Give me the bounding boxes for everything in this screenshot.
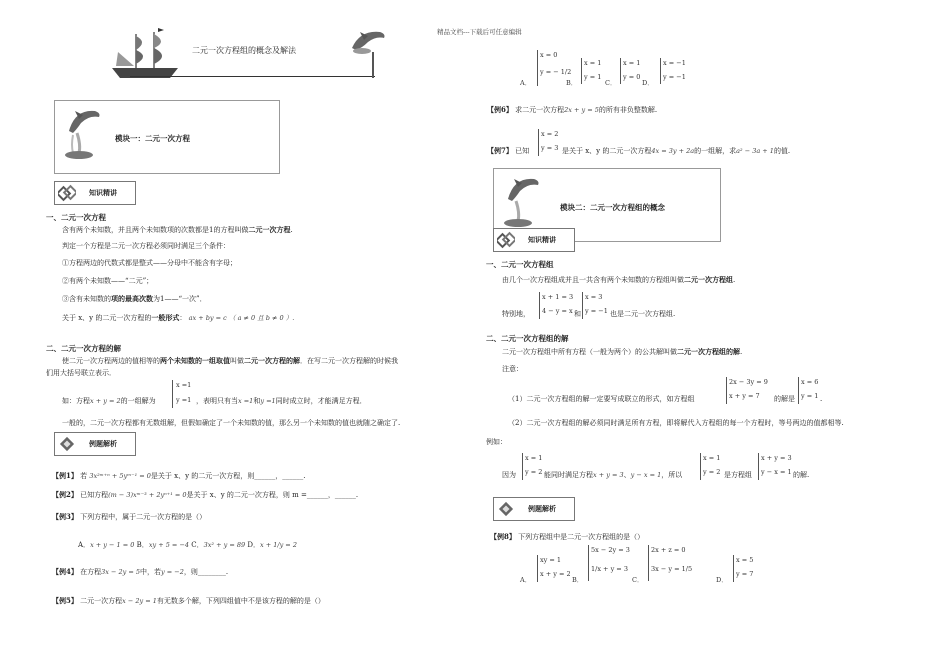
left-s1-gen-math: ax + by = c xyxy=(188,314,227,322)
right-s2-eg-brace2 xyxy=(700,453,701,480)
left-s2-ex-eq: x + y = 2 xyxy=(90,397,121,405)
knowledge-tag-1-label: 知识精讲 xyxy=(89,188,117,197)
ex8-b2: 1/x + y = 3 xyxy=(591,565,628,573)
ex8-d-brace xyxy=(733,555,734,582)
left-s1-judge: 判定一个方程是二元一次方程必须同时满足三个条件： xyxy=(62,242,230,250)
right-s2-n2: （2）二元一次方程组的解必须同时满足所有方程，即将解代入方程组的每一个方程时，等号两边的值都相等. xyxy=(508,419,844,427)
right-s1-ex-brace1 xyxy=(539,292,540,319)
ex8-d2: y = 7 xyxy=(736,570,754,578)
left-s1-def-post: . xyxy=(290,226,293,234)
ex6-post: 的所有非负整数解. xyxy=(598,106,658,114)
ex3-b: B． xyxy=(136,541,149,549)
right-s1-title: 一、二元一次方程组 xyxy=(486,260,554,269)
right-s2-l1-term: 二元一次方程组的解 xyxy=(677,347,740,356)
left-s2-ex-and: 和 xyxy=(253,397,261,405)
ex1-pre: 若 xyxy=(80,472,88,480)
examples-tag-1 xyxy=(54,432,136,456)
right-s1-ex-post: 也是二元一次方程组. xyxy=(610,310,676,318)
ex3-b-eq: xy + 5 = −4 xyxy=(148,541,190,549)
left-s1-cond3-pre: ③含有未知数的 xyxy=(62,295,111,303)
right-s2-n1-t2: y = 1 xyxy=(801,392,819,400)
left-s2-l1-term2: 二元一次方程的解 xyxy=(244,356,300,365)
ex7-s1: x = 2 xyxy=(541,130,559,138)
right-s2-eg-e1: x + y = 3 xyxy=(593,471,624,479)
ex5-c2: y = 0 xyxy=(623,73,641,81)
right-s1-l1-post: . xyxy=(733,276,736,284)
left-s2-ex-tail xyxy=(196,396,367,406)
ex5-c-brace xyxy=(620,58,621,84)
ex7-mid: 是关于 x、y 的二元一次方程 xyxy=(562,147,652,155)
left-s2-ex-y: y =1 xyxy=(260,397,276,405)
ex4-eq: 3x − 2y = 5 xyxy=(101,568,141,576)
ex5-c1: x = 1 xyxy=(623,59,641,67)
ex8-a1: xy = 1 xyxy=(540,556,562,564)
ex8-opt-c: C． xyxy=(632,576,644,584)
left-s2-ex-mid: 的一组解为 xyxy=(120,397,156,405)
right-s2-eg-mid-row: 能同时满足方程x + y = 3、y − x = 1，所以 xyxy=(544,471,683,479)
ex5-eq: x − 2y = 1 xyxy=(122,597,157,605)
ex8-opt-a: A． xyxy=(520,576,532,584)
ex7-pre: 已知 xyxy=(515,147,530,155)
ex1 xyxy=(52,471,306,481)
ex8-label: 【例8】 xyxy=(490,532,516,541)
dolphin-fountain-icon xyxy=(61,105,105,161)
left-s2-line4: 一般的，二元一次方程都有无数组解，但假如确定了一个未知数的值，那么另一个未知数的值也就随之确定了. xyxy=(62,419,401,427)
dolphin-illustration xyxy=(350,26,388,56)
ex2-eq: (m − 3)xᵐ⁻³ + 2yⁿ⁺¹ = 0 xyxy=(108,491,187,499)
ex5-a-brace xyxy=(537,50,538,86)
right-s2-eg-u2: y − x = 1 xyxy=(761,468,792,476)
left-s2-ex-brace xyxy=(172,380,173,408)
ex2-label: 【例2】 xyxy=(52,490,78,499)
ex1-label: 【例1】 xyxy=(52,471,78,480)
ex5-post: 有无数多个解，下列四组值中不是该方程的解的是（） xyxy=(156,597,325,605)
ex3-a-eq: x + y − 1 = 0 xyxy=(90,541,135,549)
ex5-label: 【例5】 xyxy=(52,596,78,605)
right-s1-ex-s2: 4 − y = x xyxy=(542,307,573,315)
left-s1-cond3-post: 为1——“一次”． xyxy=(153,295,207,303)
ex3 xyxy=(52,512,206,522)
knowledge-tag-1 xyxy=(54,181,136,205)
ex5-d-brace xyxy=(660,58,661,84)
left-s2-ex-post1: ，表明只有当 xyxy=(196,397,238,405)
ex7-label: 【例7】 xyxy=(487,146,513,155)
right-s2-n1-t1: x = 6 xyxy=(801,378,819,386)
ex3-c: C． xyxy=(191,541,204,549)
page-title: 二元一次方程组的概念及解法 xyxy=(192,46,296,55)
ex3-c-eq: 3x² + y = 89 xyxy=(203,541,246,549)
right-s2-eg: 例如： xyxy=(486,438,507,446)
ex4 xyxy=(52,567,228,577)
ex8-opt-b: B． xyxy=(572,576,584,584)
ex3-text: 下列方程中，属于二元一次方程的是（） xyxy=(80,513,207,521)
ex6-label: 【例6】 xyxy=(487,105,513,114)
left-s1-cond3 xyxy=(62,294,207,304)
ex5-d2: y = −1 xyxy=(663,73,686,81)
right-s2-l1-pre: 二元一次方程组中所有方程（一般为两个）的公共解叫做 xyxy=(502,348,677,356)
left-s2-line1 xyxy=(62,356,398,366)
ex7-mid2: 的一组解，求 xyxy=(694,147,737,155)
diamond-icon-2 xyxy=(497,500,515,518)
title-underline xyxy=(130,76,375,77)
ex7-tail xyxy=(562,146,790,156)
right-s1-ex-pre: 特别地， xyxy=(502,310,530,318)
left-s2-l1-pre: 使二元一次方程两边的值相等的 xyxy=(62,357,160,365)
right-s2-n1-post: . xyxy=(820,395,823,403)
ex2 xyxy=(52,490,358,500)
right-s2-title: 二、二元一次方程组的解 xyxy=(486,334,569,343)
right-s2-eg-mid2: ，所以 xyxy=(661,471,683,479)
ex5-opt-a: A． xyxy=(520,79,532,87)
ex3-d-eq: x + 1/y = 2 xyxy=(260,541,297,549)
ex1-post: 是关于 x、y 的二元一次方程，则______，______. xyxy=(150,472,306,480)
right-s2-line1 xyxy=(502,347,742,357)
knowledge-tag-2-label: 知识精讲 xyxy=(528,235,556,244)
ex5-b1: x = 1 xyxy=(584,59,602,67)
left-s2-line2: 们用大括号联立表示． xyxy=(46,369,116,377)
page-header: 精品文档---下载后可任意编辑 xyxy=(437,28,522,36)
left-s1-gen-term: 一般形式 xyxy=(151,313,180,322)
ex3-a: A． xyxy=(78,541,91,549)
left-s2-ex-pre: 如：方程 xyxy=(62,397,90,405)
right-s2-eg-u1: x + y = 3 xyxy=(761,454,792,462)
ex8 xyxy=(490,532,644,542)
ex8-c2: 3x − y = 1/5 xyxy=(651,565,693,573)
module1-title: 模块一：二元一次方程 xyxy=(115,134,190,143)
ex5-b2: y = 1 xyxy=(584,73,602,81)
left-s2-ex-sys2: y =1 xyxy=(176,396,192,404)
right-s1-line1 xyxy=(502,275,735,285)
left-s1-cond3-term: 项的最高次数 xyxy=(111,294,153,303)
right-s1-ex-s1: x + 1 = 3 xyxy=(542,293,574,301)
right-s2-eg-t1: x = 1 xyxy=(703,454,721,462)
ex8-opt-d: D． xyxy=(716,576,728,584)
title-vertical-stroke xyxy=(372,52,374,78)
ex3-options xyxy=(78,540,297,550)
ex2-pre: 已知方程 xyxy=(80,491,109,499)
right-s2-eg-brace3 xyxy=(758,453,759,480)
dolphin-fountain-icon-2 xyxy=(500,173,544,229)
right-s2-n1-s1: 2x − 3y = 9 xyxy=(729,378,768,386)
ex8-a-brace xyxy=(537,555,538,582)
right-s2-n1-pre: （1）二元一次方程组的解一定要写成联立的形式，如方程组 xyxy=(508,395,695,403)
left-s2-l1-post: ．在写二元一次方程解的时候我 xyxy=(300,357,398,365)
right-s1-l1-term: 二元一次方程组 xyxy=(684,275,733,284)
right-s2-eg-s2: y = 2 xyxy=(525,468,543,476)
ex4-label: 【例4】 xyxy=(52,567,78,576)
right-s2-n1-brace2 xyxy=(798,377,799,404)
ex8-d1: x = 5 xyxy=(736,556,754,564)
ex5-pre: 二元一次方程 xyxy=(80,597,123,605)
knowledge-tag-2 xyxy=(493,228,575,252)
right-s1-ex-t2: y = −1 xyxy=(585,307,608,315)
ex7-s2: y = 3 xyxy=(541,144,559,152)
right-s1-ex-and: 和 xyxy=(574,310,581,318)
ex8-b1: 5x − 2y = 3 xyxy=(591,546,630,554)
left-s2-title: 二、二元一次方程的解 xyxy=(46,344,121,353)
module2-title: 模块二：二元一次方程组的概念 xyxy=(560,203,665,212)
right-s2-eg-e2: y − x = 1 xyxy=(630,471,662,479)
left-s1-cond1: ①方程两边的代数式都是整式——分母中不能含有字母； xyxy=(62,259,237,267)
ex7-eq: 4x = 3y + 2a xyxy=(651,147,695,155)
ex8-a2: x + y = 2 xyxy=(540,570,571,578)
ex4-mid: 中，若 xyxy=(140,568,162,576)
ex7-post: 的值. xyxy=(773,147,791,155)
right-s2-l1-post: . xyxy=(740,348,743,356)
ex6-pre: 求二元一次方程 xyxy=(515,106,565,114)
right-s2-eg-brace1 xyxy=(522,453,523,480)
left-s2-example xyxy=(62,396,156,406)
right-s1-l1-pre: 由几个一次方程组成并且一共含有两个未知数的方程组叫做 xyxy=(502,276,684,284)
left-s1-def-pre: 含有两个未知数，并且两个未知数项的次数都是1的方程叫做 xyxy=(62,226,249,234)
left-s2-ex-x: x =1 xyxy=(238,397,254,405)
left-s1-title: 一、二元一次方程 xyxy=(46,213,106,222)
left-s1-cond2: ②有两个未知数——“二元”； xyxy=(62,277,154,285)
ex5-b-brace xyxy=(581,58,582,84)
ex8-c1: 2x + z = 0 xyxy=(651,546,686,554)
ex5-opt-d: D． xyxy=(642,79,654,87)
module1-box xyxy=(54,100,280,174)
right-s1-ex-t1: x = 3 xyxy=(585,293,603,301)
ex3-label: 【例3】 xyxy=(52,512,78,521)
left-s1-gen-post: ： xyxy=(179,314,187,322)
ex7-label-row xyxy=(487,146,529,156)
left-s2-l1-mid: 叫做 xyxy=(230,357,244,365)
ex3-d: D． xyxy=(247,541,260,549)
examples-tag-2-label: 例题解析 xyxy=(528,504,556,513)
ship-illustration xyxy=(108,28,186,80)
ex8-b-brace xyxy=(588,545,589,581)
ex4-post: ，则________. xyxy=(183,568,229,576)
ex5-a2: y = − 1/2 xyxy=(540,68,572,76)
chain-link-icon xyxy=(58,184,76,202)
right-s2-n1-mid: 的解是 xyxy=(774,395,795,403)
left-s2-l1-term1: 两个未知数的一组取值 xyxy=(160,356,230,365)
left-s2-ex-sys1: x =1 xyxy=(176,381,192,389)
ex8-c-brace xyxy=(648,545,649,581)
ex5-d1: x = −1 xyxy=(663,59,686,67)
right-s2-eg-post: 的解. xyxy=(793,471,810,479)
ex5-opt-c: C． xyxy=(605,79,617,87)
ex6 xyxy=(487,105,657,115)
right-s2-eg-mid: 能同时满足方程 xyxy=(544,471,593,479)
ex6-eq: 2x + y = 5 xyxy=(564,106,599,114)
ex7-expr: a² − 3a + 1 xyxy=(736,147,774,155)
examples-tag-1-label: 例题解析 xyxy=(89,439,117,448)
ex7-brace xyxy=(538,129,539,156)
right-s2-n1-s2: x + y = 7 xyxy=(729,392,760,400)
left-s1-gen-cond: （ a ≠ 0 且 b ≠ 0 ）. xyxy=(229,314,295,322)
ex5 xyxy=(52,596,325,606)
left-s2-ex-post2: 同时成立时，才能满足方程． xyxy=(275,397,367,405)
right-s2-n1-brace1 xyxy=(726,377,727,404)
diamond-icon xyxy=(58,435,76,453)
right-s2-eg-t2: y = 2 xyxy=(703,468,721,476)
ex2-post: 是关于 x、y 的二元一次方程，则 m =______，______. xyxy=(186,491,359,499)
left-s1-gen-pre: 关于 x、y 的二元一次方程的 xyxy=(62,314,152,322)
left-s1-def-term: 二元一次方程 xyxy=(248,225,291,234)
left-s1-general-form xyxy=(62,313,294,323)
right-s2-eg-mid3: 是方程组 xyxy=(724,471,752,479)
right-s2-eg-s1: x = 1 xyxy=(525,454,543,462)
chain-link-icon-2 xyxy=(497,231,515,249)
ex4-pre: 在方程 xyxy=(80,568,102,576)
examples-tag-2 xyxy=(493,497,575,521)
ex5-opt-b: B． xyxy=(566,79,578,87)
right-s2-eg-pre: 因为 xyxy=(502,471,516,479)
ex1-eq: 3x²ᵐ⁺ⁿ + 5yᵐ⁻¹ = 0 xyxy=(89,472,151,480)
left-s1-def xyxy=(62,225,293,235)
ex4-cond: y = −2 xyxy=(161,568,184,576)
right-s1-ex-brace2 xyxy=(582,292,583,319)
right-s2-note: 注意： xyxy=(502,365,523,373)
ex8-text: 下列方程组中是二元一次方程组的是（） xyxy=(518,533,645,541)
ex5-a1: x = 0 xyxy=(540,51,558,59)
